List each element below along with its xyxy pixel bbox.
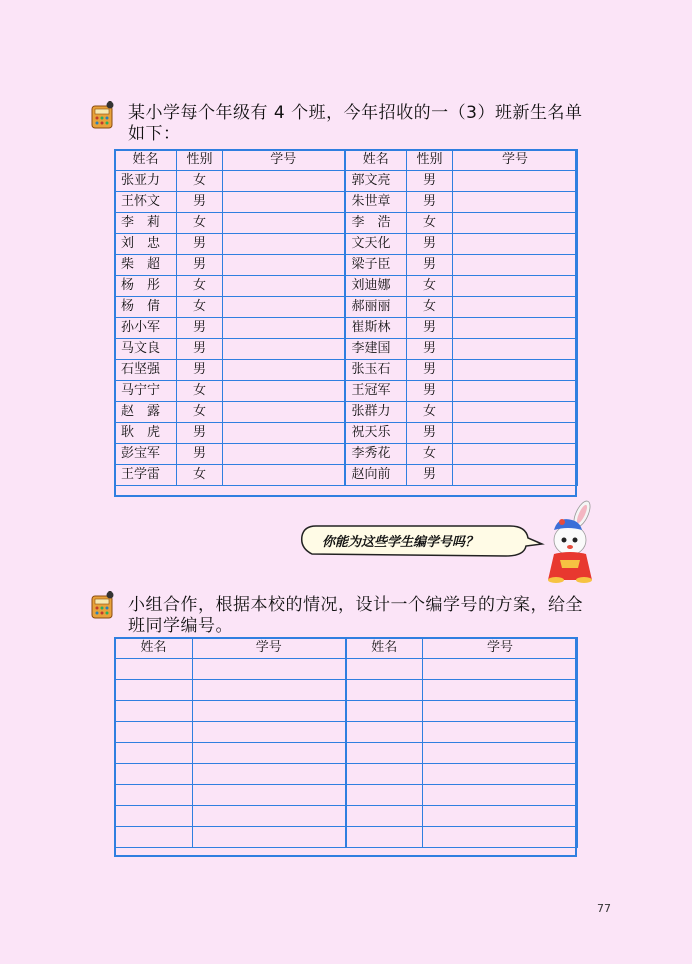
student-gender-left: 男	[177, 318, 223, 339]
blank-id-left[interactable]	[193, 743, 346, 764]
student-name-right: 崔斯林	[345, 318, 407, 339]
speech-bubble-text: 你能为这些学生编学号吗？	[322, 535, 479, 550]
blank-row	[115, 785, 578, 806]
student-name-left: 赵 露	[115, 402, 177, 423]
student-gender-left: 男	[177, 444, 223, 465]
student-gender-right: 男	[407, 255, 453, 276]
roster-row	[115, 234, 578, 255]
student-name-right: 李建国	[345, 339, 407, 360]
student-id-right[interactable]	[453, 171, 578, 192]
calculator-icon	[90, 100, 116, 130]
student-name-right: 张玉石	[345, 360, 407, 381]
student-gender-left: 女	[177, 297, 223, 318]
blank-id-right[interactable]	[423, 722, 578, 743]
section2-instruction	[128, 595, 583, 637]
student-name-right: 郝丽丽	[345, 297, 407, 318]
student-id-right[interactable]	[453, 360, 578, 381]
student-id-right[interactable]	[453, 276, 578, 297]
student-name-right: 王冠军	[345, 381, 407, 402]
blank-id-left[interactable]	[193, 764, 346, 785]
blank-name-left[interactable]	[115, 659, 193, 680]
student-name-right: 朱世章	[345, 192, 407, 213]
blank-header-id-right: 学号	[423, 638, 578, 659]
student-gender-right: 女	[407, 276, 453, 297]
student-name-left: 马宁宁	[115, 381, 177, 402]
roster-row	[115, 402, 578, 423]
student-gender-right: 女	[407, 444, 453, 465]
roster-row	[115, 465, 578, 486]
blank-id-left[interactable]	[193, 659, 346, 680]
student-gender-left: 男	[177, 339, 223, 360]
student-gender-right: 女	[407, 402, 453, 423]
student-id-left[interactable]	[223, 381, 345, 402]
student-name-left: 马文良	[115, 339, 177, 360]
student-id-right[interactable]	[453, 339, 578, 360]
student-id-left[interactable]	[223, 297, 345, 318]
student-id-left[interactable]	[223, 234, 345, 255]
student-name-left: 王学雷	[115, 465, 177, 486]
blank-id-right[interactable]	[423, 806, 578, 827]
student-gender-right: 男	[407, 192, 453, 213]
blank-header-name-left: 姓名	[115, 638, 193, 659]
blank-id-left[interactable]	[193, 701, 346, 722]
student-id-left[interactable]	[223, 423, 345, 444]
blank-id-right[interactable]	[423, 680, 578, 701]
blank-row	[115, 701, 578, 722]
section2-line2: 班同学编号。	[128, 616, 233, 636]
roster-row	[115, 192, 578, 213]
blank-name-left[interactable]	[115, 785, 193, 806]
student-gender-left: 男	[177, 234, 223, 255]
blank-name-right[interactable]	[346, 806, 423, 827]
blank-name-right[interactable]	[346, 722, 423, 743]
student-gender-left: 女	[177, 276, 223, 297]
student-name-right: 祝天乐	[345, 423, 407, 444]
blank-id-right[interactable]	[423, 701, 578, 722]
blank-name-left[interactable]	[115, 701, 193, 722]
header-gender-left: 性别	[177, 150, 223, 171]
student-id-right[interactable]	[453, 234, 578, 255]
blank-id-left[interactable]	[193, 827, 346, 848]
student-gender-left: 女	[177, 171, 223, 192]
blank-name-left[interactable]	[115, 806, 193, 827]
student-id-right[interactable]	[453, 297, 578, 318]
student-id-left[interactable]	[223, 276, 345, 297]
blank-header-id-left: 学号	[193, 638, 346, 659]
blank-name-right[interactable]	[346, 701, 423, 722]
roster-row	[115, 339, 578, 360]
student-id-right[interactable]	[453, 318, 578, 339]
blank-header-row	[115, 638, 578, 659]
student-name-left: 孙小军	[115, 318, 177, 339]
student-id-right[interactable]	[453, 381, 578, 402]
student-name-left: 王怀文	[115, 192, 177, 213]
blank-name-right[interactable]	[346, 680, 423, 701]
roster-row	[115, 297, 578, 318]
student-id-left[interactable]	[223, 213, 345, 234]
blank-id-right[interactable]	[423, 659, 578, 680]
student-gender-right: 男	[407, 381, 453, 402]
student-gender-left: 女	[177, 381, 223, 402]
header-id-right: 学号	[453, 150, 578, 171]
roster-row	[115, 213, 578, 234]
student-name-left: 彭宝军	[115, 444, 177, 465]
student-gender-left: 男	[177, 360, 223, 381]
roster-row	[115, 318, 578, 339]
header-name-left: 姓名	[115, 150, 177, 171]
blank-name-right[interactable]	[346, 659, 423, 680]
student-name-right: 刘迪娜	[345, 276, 407, 297]
student-name-right: 梁子臣	[345, 255, 407, 276]
student-gender-right: 男	[407, 465, 453, 486]
student-id-left[interactable]	[223, 360, 345, 381]
blank-id-right[interactable]	[423, 827, 578, 848]
student-gender-right: 男	[407, 171, 453, 192]
student-name-left: 李 莉	[115, 213, 177, 234]
header-name-right: 姓名	[345, 150, 407, 171]
blank-name-left[interactable]	[115, 680, 193, 701]
student-gender-left: 男	[177, 423, 223, 444]
student-name-left: 石坚强	[115, 360, 177, 381]
roster-row	[115, 171, 578, 192]
student-id-left[interactable]	[223, 444, 345, 465]
student-id-left[interactable]	[223, 192, 345, 213]
page-number: 77	[597, 902, 611, 915]
student-id-left[interactable]	[223, 339, 345, 360]
roster-table	[114, 149, 578, 486]
section2-line1: 小组合作，根据本校的情况，设计一个编学号的方案，给全	[128, 595, 583, 615]
rabbit-mascot-icon	[540, 500, 606, 584]
blank-name-left[interactable]	[115, 722, 193, 743]
student-gender-right: 女	[407, 213, 453, 234]
student-gender-right: 男	[407, 234, 453, 255]
student-id-right[interactable]	[453, 402, 578, 423]
roster-row	[115, 276, 578, 297]
blank-name-right[interactable]	[346, 764, 423, 785]
blank-id-left[interactable]	[193, 806, 346, 827]
student-id-right[interactable]	[453, 465, 578, 486]
student-name-left: 杨 彤	[115, 276, 177, 297]
student-name-right: 李 浩	[345, 213, 407, 234]
student-name-left: 杨 倩	[115, 297, 177, 318]
blank-id-left[interactable]	[193, 722, 346, 743]
blank-row	[115, 659, 578, 680]
roster-row	[115, 255, 578, 276]
section1-line2: 如下：	[128, 124, 181, 144]
blank-name-left[interactable]	[115, 743, 193, 764]
blank-name-right[interactable]	[346, 785, 423, 806]
blank-row	[115, 827, 578, 848]
student-id-left[interactable]	[223, 465, 345, 486]
header-id-left: 学号	[223, 150, 345, 171]
blank-header-name-right: 姓名	[346, 638, 423, 659]
blank-id-left[interactable]	[193, 680, 346, 701]
student-id-right[interactable]	[453, 213, 578, 234]
section1-instruction	[128, 103, 582, 145]
student-id-left[interactable]	[223, 171, 345, 192]
roster-row	[115, 423, 578, 444]
student-name-right: 李秀花	[345, 444, 407, 465]
blank-row	[115, 806, 578, 827]
blank-id-right[interactable]	[423, 764, 578, 785]
blank-row	[115, 743, 578, 764]
student-gender-left: 男	[177, 255, 223, 276]
blank-id-right[interactable]	[423, 743, 578, 764]
student-id-left[interactable]	[223, 255, 345, 276]
student-gender-right: 男	[407, 360, 453, 381]
roster-row	[115, 444, 578, 465]
student-name-left: 刘 忠	[115, 234, 177, 255]
student-id-right[interactable]	[453, 255, 578, 276]
blank-id-left[interactable]	[193, 785, 346, 806]
blank-row	[115, 722, 578, 743]
student-gender-left: 女	[177, 213, 223, 234]
blank-row	[115, 680, 578, 701]
blank-name-right[interactable]	[346, 827, 423, 848]
student-id-right[interactable]	[453, 192, 578, 213]
blank-row	[115, 764, 578, 785]
blank-name-left[interactable]	[115, 827, 193, 848]
student-id-right[interactable]	[453, 423, 578, 444]
student-name-left: 柴 超	[115, 255, 177, 276]
roster-header-row	[115, 150, 578, 171]
student-gender-right: 男	[407, 318, 453, 339]
student-name-left: 耿 虎	[115, 423, 177, 444]
student-gender-right: 男	[407, 339, 453, 360]
student-gender-left: 女	[177, 465, 223, 486]
student-gender-left: 男	[177, 192, 223, 213]
student-id-right[interactable]	[453, 444, 578, 465]
student-name-right: 赵向前	[345, 465, 407, 486]
student-number-table	[114, 637, 578, 848]
student-name-right: 张群力	[345, 402, 407, 423]
section1-line1: 某小学每个年级有 4 个班，今年招收的一（3）班新生名单	[128, 103, 583, 123]
student-id-left[interactable]	[223, 318, 345, 339]
blank-id-right[interactable]	[423, 785, 578, 806]
header-gender-right: 性别	[407, 150, 453, 171]
roster-row	[115, 381, 578, 402]
student-gender-right: 女	[407, 297, 453, 318]
blank-name-left[interactable]	[115, 764, 193, 785]
blank-name-right[interactable]	[346, 743, 423, 764]
student-name-right: 文天化	[345, 234, 407, 255]
student-name-right: 郭文亮	[345, 171, 407, 192]
student-gender-right: 男	[407, 423, 453, 444]
roster-row	[115, 360, 578, 381]
calculator-icon	[90, 590, 116, 620]
student-gender-left: 女	[177, 402, 223, 423]
student-name-left: 张亚力	[115, 171, 177, 192]
student-id-left[interactable]	[223, 402, 345, 423]
